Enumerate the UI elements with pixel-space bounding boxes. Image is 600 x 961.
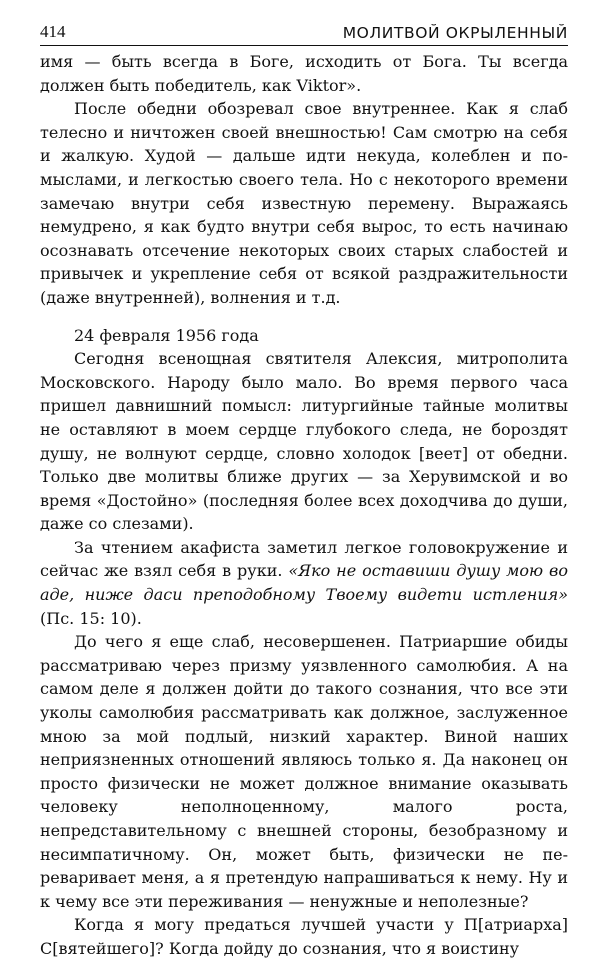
paragraph: После обедни обозревал свое внутреннее. Как я слаб телесно и ничтожен своей внешностью! Сам смотрю на себя и жалкую. Худой — дальше идти некуда, колеблен и помыслами, и легкостью своего тела. Но с некоторого времени замечаю внутри себя известную перемену. Выражаясь немудрено, я как будто внутри себя вырос, то есть начинаю осознавать отсечение некоторых своих старых слабостей и привычек и укрепление себя от всякой раздражительности (даже внутренней), волнения и т.д. (40, 99, 568, 307)
paragraph: Когда я могу предаться лучшей участи у П[атриарха] С[вятейшего]? Когда дойду до сознания, что я воистину (40, 915, 568, 958)
paragraph: Сегодня всенощная святителя Алексия, митрополита Московского. Народу было мало. Во время первого часа пришел давнишний помысл: литургийные тайные молитвы не оставляют в моем сердце глубокого следа, не бороздят душу, не волнуют сердце, словно холодок [веет] от обедни. Только две молитвы ближе других — за Херувимской и во время «Достойно» (последняя более всех доходчива до души, даже со слезами). (40, 349, 568, 534)
paragraph-text: За чтением акафиста заметил легкое головокружение и сейчас же взял себя в руки. (40, 537, 568, 581)
diary-date-heading: 24 февраля 1956 года (74, 325, 259, 345)
paragraph-text: (Пс. 15: 10). (40, 608, 142, 628)
paragraph-with-quote (40, 536, 568, 630)
page-number: 414 (40, 22, 66, 41)
running-title: МОЛИТВОЙ ОКРЫЛЕННЫЙ (342, 24, 568, 42)
paragraph-continuation: имя — быть всегда в Боге, исходить от Бога. Ты всегда должен быть победитель, как Viktor». (40, 52, 568, 95)
page-header (40, 18, 568, 46)
section-gap (40, 310, 568, 324)
psalm-quote: «Яко не оставиши душу мою во аде, ниже даси преподобному Твоему видети истления» (40, 561, 568, 605)
page-body (40, 50, 568, 961)
paragraph: До чего я еще слаб, несовершенен. Патриаршие обиды рассматриваю через призму уязвленного самолюбия. А на самом деле я должен дойти до такого сознания, что все эти уколы самолюбия рассматривать как должное, заслуженное мною за мой подлый, низкий характер. Виной наших неприязненных отношений являюсь только я. Да наконец он просто физически не может должное внимание оказывать человеку неполноценному, малого роста, непредставительному с внешней стороны, безобразному и несимпатичному. Он, может быть, физически не переваривает меня, а я претендую напрашиваться к нему. Ну и к чему все эти переживания — ненужные и неполезные? (40, 632, 568, 911)
